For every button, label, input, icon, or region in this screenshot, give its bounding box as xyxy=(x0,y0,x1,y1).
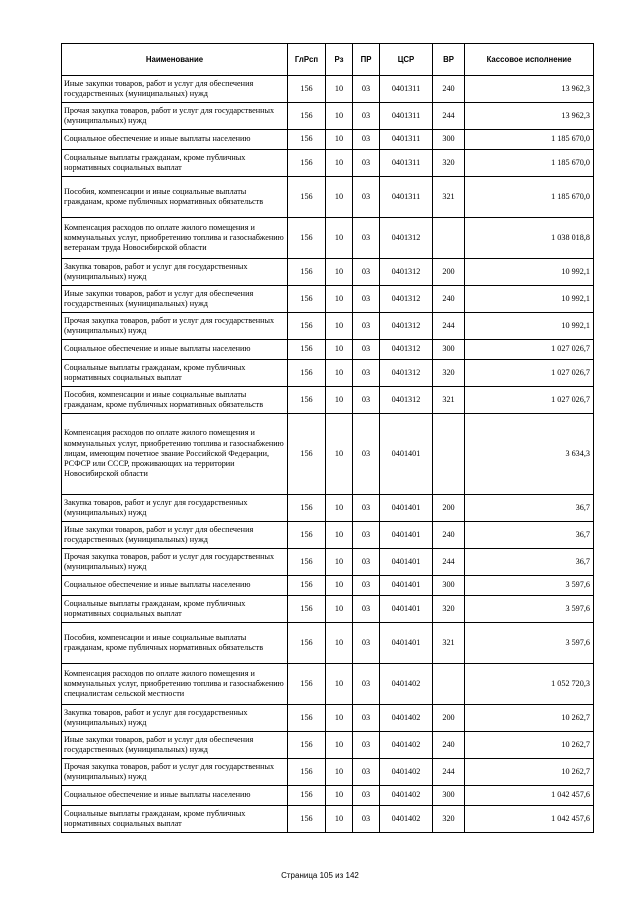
row-vr: 320 xyxy=(433,806,465,833)
row-name: Иные закупки товаров, работ и услуг для обеспечения государственных (муниципальных) нужд xyxy=(62,76,288,103)
row-name: Закупка товаров, работ и услуг для государственных (муниципальных) нужд xyxy=(62,259,288,286)
row-amount: 10 262,7 xyxy=(465,705,594,732)
budget-execution-table xyxy=(61,43,594,833)
row-vr: 321 xyxy=(433,387,465,414)
row-vr: 240 xyxy=(433,522,465,549)
row-csr: 0401402 xyxy=(380,732,433,759)
table-row xyxy=(62,495,594,522)
row-vr: 244 xyxy=(433,313,465,340)
row-pr: 03 xyxy=(353,130,380,150)
row-csr: 0401401 xyxy=(380,522,433,549)
row-name: Компенсация расходов по оплате жилого помещения и коммунальных услуг, приобретению топлива и газоснабжению лицам, имеющим почетное звание Российской Федерации, РСФСР или СССР, проживающих на территории Новосибирской области xyxy=(62,414,288,495)
row-vr: 244 xyxy=(433,549,465,576)
row-glrsp: 156 xyxy=(288,150,326,177)
row-vr: 240 xyxy=(433,76,465,103)
row-pr: 03 xyxy=(353,495,380,522)
header-rz: Рз xyxy=(326,44,353,76)
row-name: Прочая закупка товаров, работ и услуг для государственных (муниципальных) нужд xyxy=(62,313,288,340)
budget-table-container xyxy=(61,43,593,833)
row-rz: 10 xyxy=(326,786,353,806)
table-row xyxy=(62,259,594,286)
row-pr: 03 xyxy=(353,76,380,103)
row-csr: 0401312 xyxy=(380,360,433,387)
row-glrsp: 156 xyxy=(288,286,326,313)
row-csr: 0401401 xyxy=(380,596,433,623)
row-vr: 200 xyxy=(433,259,465,286)
row-amount: 10 262,7 xyxy=(465,732,594,759)
row-rz: 10 xyxy=(326,623,353,664)
row-vr: 321 xyxy=(433,177,465,218)
row-pr: 03 xyxy=(353,313,380,340)
header-amount: Кассовое исполнение xyxy=(465,44,594,76)
row-rz: 10 xyxy=(326,732,353,759)
table-row xyxy=(62,705,594,732)
row-vr: 244 xyxy=(433,759,465,786)
row-amount: 1 027 026,7 xyxy=(465,387,594,414)
header-csr: ЦСР xyxy=(380,44,433,76)
table-row xyxy=(62,103,594,130)
row-csr: 0401312 xyxy=(380,218,433,259)
row-amount: 10 992,1 xyxy=(465,313,594,340)
row-name: Пособия, компенсации и иные социальные выплаты гражданам, кроме публичных нормативных обязательств xyxy=(62,387,288,414)
row-glrsp: 156 xyxy=(288,786,326,806)
header-name: Наименование xyxy=(62,44,288,76)
table-row xyxy=(62,76,594,103)
row-name: Социальное обеспечение и иные выплаты населению xyxy=(62,340,288,360)
row-vr: 200 xyxy=(433,495,465,522)
row-pr: 03 xyxy=(353,522,380,549)
row-glrsp: 156 xyxy=(288,549,326,576)
row-vr: 300 xyxy=(433,340,465,360)
row-glrsp: 156 xyxy=(288,806,326,833)
row-amount: 13 962,3 xyxy=(465,76,594,103)
table-header-row xyxy=(62,44,594,76)
row-csr: 0401311 xyxy=(380,76,433,103)
row-name: Социальное обеспечение и иные выплаты населению xyxy=(62,576,288,596)
row-glrsp: 156 xyxy=(288,340,326,360)
row-pr: 03 xyxy=(353,103,380,130)
row-glrsp: 156 xyxy=(288,596,326,623)
row-amount: 36,7 xyxy=(465,495,594,522)
row-pr: 03 xyxy=(353,576,380,596)
row-pr: 03 xyxy=(353,340,380,360)
row-rz: 10 xyxy=(326,705,353,732)
row-csr: 0401311 xyxy=(380,130,433,150)
row-vr: 321 xyxy=(433,623,465,664)
row-glrsp: 156 xyxy=(288,218,326,259)
row-name: Социальное обеспечение и иные выплаты населению xyxy=(62,786,288,806)
row-glrsp: 156 xyxy=(288,732,326,759)
row-amount: 1 185 670,0 xyxy=(465,130,594,150)
row-name: Пособия, компенсации и иные социальные выплаты гражданам, кроме публичных нормативных обязательств xyxy=(62,177,288,218)
row-amount: 13 962,3 xyxy=(465,103,594,130)
row-amount: 1 042 457,6 xyxy=(465,806,594,833)
row-pr: 03 xyxy=(353,806,380,833)
row-vr: 320 xyxy=(433,596,465,623)
row-amount: 10 992,1 xyxy=(465,286,594,313)
table-row xyxy=(62,414,594,495)
row-csr: 0401312 xyxy=(380,286,433,313)
row-vr: 200 xyxy=(433,705,465,732)
row-csr: 0401401 xyxy=(380,414,433,495)
row-rz: 10 xyxy=(326,549,353,576)
table-row xyxy=(62,340,594,360)
row-vr: 240 xyxy=(433,732,465,759)
table-row xyxy=(62,522,594,549)
header-vr: ВР xyxy=(433,44,465,76)
row-name: Прочая закупка товаров, работ и услуг для государственных (муниципальных) нужд xyxy=(62,549,288,576)
table-row xyxy=(62,732,594,759)
row-glrsp: 156 xyxy=(288,76,326,103)
row-csr: 0401312 xyxy=(380,259,433,286)
row-csr: 0401402 xyxy=(380,705,433,732)
row-glrsp: 156 xyxy=(288,664,326,705)
row-pr: 03 xyxy=(353,786,380,806)
row-csr: 0401402 xyxy=(380,806,433,833)
row-glrsp: 156 xyxy=(288,759,326,786)
row-csr: 0401312 xyxy=(380,387,433,414)
table-row xyxy=(62,596,594,623)
row-glrsp: 156 xyxy=(288,623,326,664)
row-rz: 10 xyxy=(326,759,353,786)
row-amount: 1 038 018,8 xyxy=(465,218,594,259)
row-name: Социальное обеспечение и иные выплаты населению xyxy=(62,130,288,150)
row-rz: 10 xyxy=(326,340,353,360)
row-glrsp: 156 xyxy=(288,259,326,286)
row-name: Пособия, компенсации и иные социальные выплаты гражданам, кроме публичных нормативных обязательств xyxy=(62,623,288,664)
row-rz: 10 xyxy=(326,259,353,286)
row-amount: 1 185 670,0 xyxy=(465,177,594,218)
table-row xyxy=(62,786,594,806)
row-glrsp: 156 xyxy=(288,103,326,130)
row-name: Прочая закупка товаров, работ и услуг для государственных (муниципальных) нужд xyxy=(62,103,288,130)
row-rz: 10 xyxy=(326,150,353,177)
table-row xyxy=(62,759,594,786)
row-amount: 3 634,3 xyxy=(465,414,594,495)
row-name: Закупка товаров, работ и услуг для государственных (муниципальных) нужд xyxy=(62,495,288,522)
row-glrsp: 156 xyxy=(288,360,326,387)
row-pr: 03 xyxy=(353,150,380,177)
row-csr: 0401402 xyxy=(380,786,433,806)
row-glrsp: 156 xyxy=(288,177,326,218)
table-row xyxy=(62,576,594,596)
row-csr: 0401402 xyxy=(380,759,433,786)
row-amount: 10 262,7 xyxy=(465,759,594,786)
row-csr: 0401401 xyxy=(380,623,433,664)
row-amount: 10 992,1 xyxy=(465,259,594,286)
row-name: Социальные выплаты гражданам, кроме публичных нормативных социальных выплат xyxy=(62,596,288,623)
row-vr: 300 xyxy=(433,786,465,806)
row-vr: 300 xyxy=(433,576,465,596)
table-row xyxy=(62,664,594,705)
row-pr: 03 xyxy=(353,177,380,218)
row-vr xyxy=(433,218,465,259)
row-amount: 1 027 026,7 xyxy=(465,360,594,387)
row-csr: 0401311 xyxy=(380,150,433,177)
row-vr: 300 xyxy=(433,130,465,150)
row-name: Компенсация расходов по оплате жилого помещения и коммунальных услуг, приобретению топлива и газоснабжению специалистам сельской местности xyxy=(62,664,288,705)
row-name: Иные закупки товаров, работ и услуг для обеспечения государственных (муниципальных) нужд xyxy=(62,286,288,313)
row-glrsp: 156 xyxy=(288,414,326,495)
row-rz: 10 xyxy=(326,76,353,103)
row-rz: 10 xyxy=(326,495,353,522)
row-pr: 03 xyxy=(353,218,380,259)
row-amount: 3 597,6 xyxy=(465,623,594,664)
row-pr: 03 xyxy=(353,286,380,313)
row-csr: 0401311 xyxy=(380,103,433,130)
row-amount: 3 597,6 xyxy=(465,576,594,596)
table-row xyxy=(62,623,594,664)
table-row xyxy=(62,806,594,833)
row-amount: 36,7 xyxy=(465,549,594,576)
row-pr: 03 xyxy=(353,549,380,576)
row-name: Социальные выплаты гражданам, кроме публичных нормативных социальных выплат xyxy=(62,150,288,177)
table-row xyxy=(62,130,594,150)
table-row xyxy=(62,286,594,313)
table-body xyxy=(62,76,594,833)
row-amount: 1 027 026,7 xyxy=(465,340,594,360)
row-pr: 03 xyxy=(353,360,380,387)
row-rz: 10 xyxy=(326,596,353,623)
table-row xyxy=(62,177,594,218)
table-row xyxy=(62,549,594,576)
row-rz: 10 xyxy=(326,130,353,150)
row-vr xyxy=(433,414,465,495)
row-csr: 0401312 xyxy=(380,340,433,360)
header-glrsp: ГлРсп xyxy=(288,44,326,76)
row-name: Компенсация расходов по оплате жилого помещения и коммунальных услуг, приобретению топлива и газоснабжению ветеранам труда Новосибирской области xyxy=(62,218,288,259)
row-rz: 10 xyxy=(326,806,353,833)
row-csr: 0401401 xyxy=(380,495,433,522)
row-rz: 10 xyxy=(326,218,353,259)
row-pr: 03 xyxy=(353,414,380,495)
row-glrsp: 156 xyxy=(288,495,326,522)
row-glrsp: 156 xyxy=(288,576,326,596)
row-amount: 36,7 xyxy=(465,522,594,549)
row-glrsp: 156 xyxy=(288,705,326,732)
row-csr: 0401312 xyxy=(380,313,433,340)
row-rz: 10 xyxy=(326,103,353,130)
row-rz: 10 xyxy=(326,522,353,549)
row-amount: 1 185 670,0 xyxy=(465,150,594,177)
row-rz: 10 xyxy=(326,360,353,387)
table-row xyxy=(62,313,594,340)
header-pr: ПР xyxy=(353,44,380,76)
row-pr: 03 xyxy=(353,664,380,705)
table-row xyxy=(62,218,594,259)
row-vr: 244 xyxy=(433,103,465,130)
row-csr: 0401311 xyxy=(380,177,433,218)
row-name: Иные закупки товаров, работ и услуг для обеспечения государственных (муниципальных) нужд xyxy=(62,522,288,549)
table-row xyxy=(62,387,594,414)
row-vr: 320 xyxy=(433,150,465,177)
row-vr xyxy=(433,664,465,705)
row-glrsp: 156 xyxy=(288,387,326,414)
row-pr: 03 xyxy=(353,387,380,414)
row-pr: 03 xyxy=(353,259,380,286)
row-name: Социальные выплаты гражданам, кроме публичных нормативных социальных выплат xyxy=(62,806,288,833)
row-rz: 10 xyxy=(326,177,353,218)
row-amount: 3 597,6 xyxy=(465,596,594,623)
row-rz: 10 xyxy=(326,414,353,495)
page-number: Страница 105 из 142 xyxy=(281,871,359,880)
row-vr: 240 xyxy=(433,286,465,313)
row-pr: 03 xyxy=(353,732,380,759)
row-rz: 10 xyxy=(326,387,353,414)
row-pr: 03 xyxy=(353,596,380,623)
row-rz: 10 xyxy=(326,286,353,313)
row-amount: 1 042 457,6 xyxy=(465,786,594,806)
row-glrsp: 156 xyxy=(288,522,326,549)
row-name: Закупка товаров, работ и услуг для государственных (муниципальных) нужд xyxy=(62,705,288,732)
row-csr: 0401401 xyxy=(380,576,433,596)
row-name: Прочая закупка товаров, работ и услуг для государственных (муниципальных) нужд xyxy=(62,759,288,786)
row-vr: 320 xyxy=(433,360,465,387)
row-pr: 03 xyxy=(353,623,380,664)
row-glrsp: 156 xyxy=(288,313,326,340)
row-csr: 0401401 xyxy=(380,549,433,576)
row-name: Иные закупки товаров, работ и услуг для обеспечения государственных (муниципальных) нужд xyxy=(62,732,288,759)
row-amount: 1 052 720,3 xyxy=(465,664,594,705)
row-rz: 10 xyxy=(326,664,353,705)
table-row xyxy=(62,360,594,387)
row-name: Социальные выплаты гражданам, кроме публичных нормативных социальных выплат xyxy=(62,360,288,387)
table-row xyxy=(62,150,594,177)
row-glrsp: 156 xyxy=(288,130,326,150)
row-csr: 0401402 xyxy=(380,664,433,705)
row-pr: 03 xyxy=(353,705,380,732)
row-pr: 03 xyxy=(353,759,380,786)
row-rz: 10 xyxy=(326,313,353,340)
row-rz: 10 xyxy=(326,576,353,596)
